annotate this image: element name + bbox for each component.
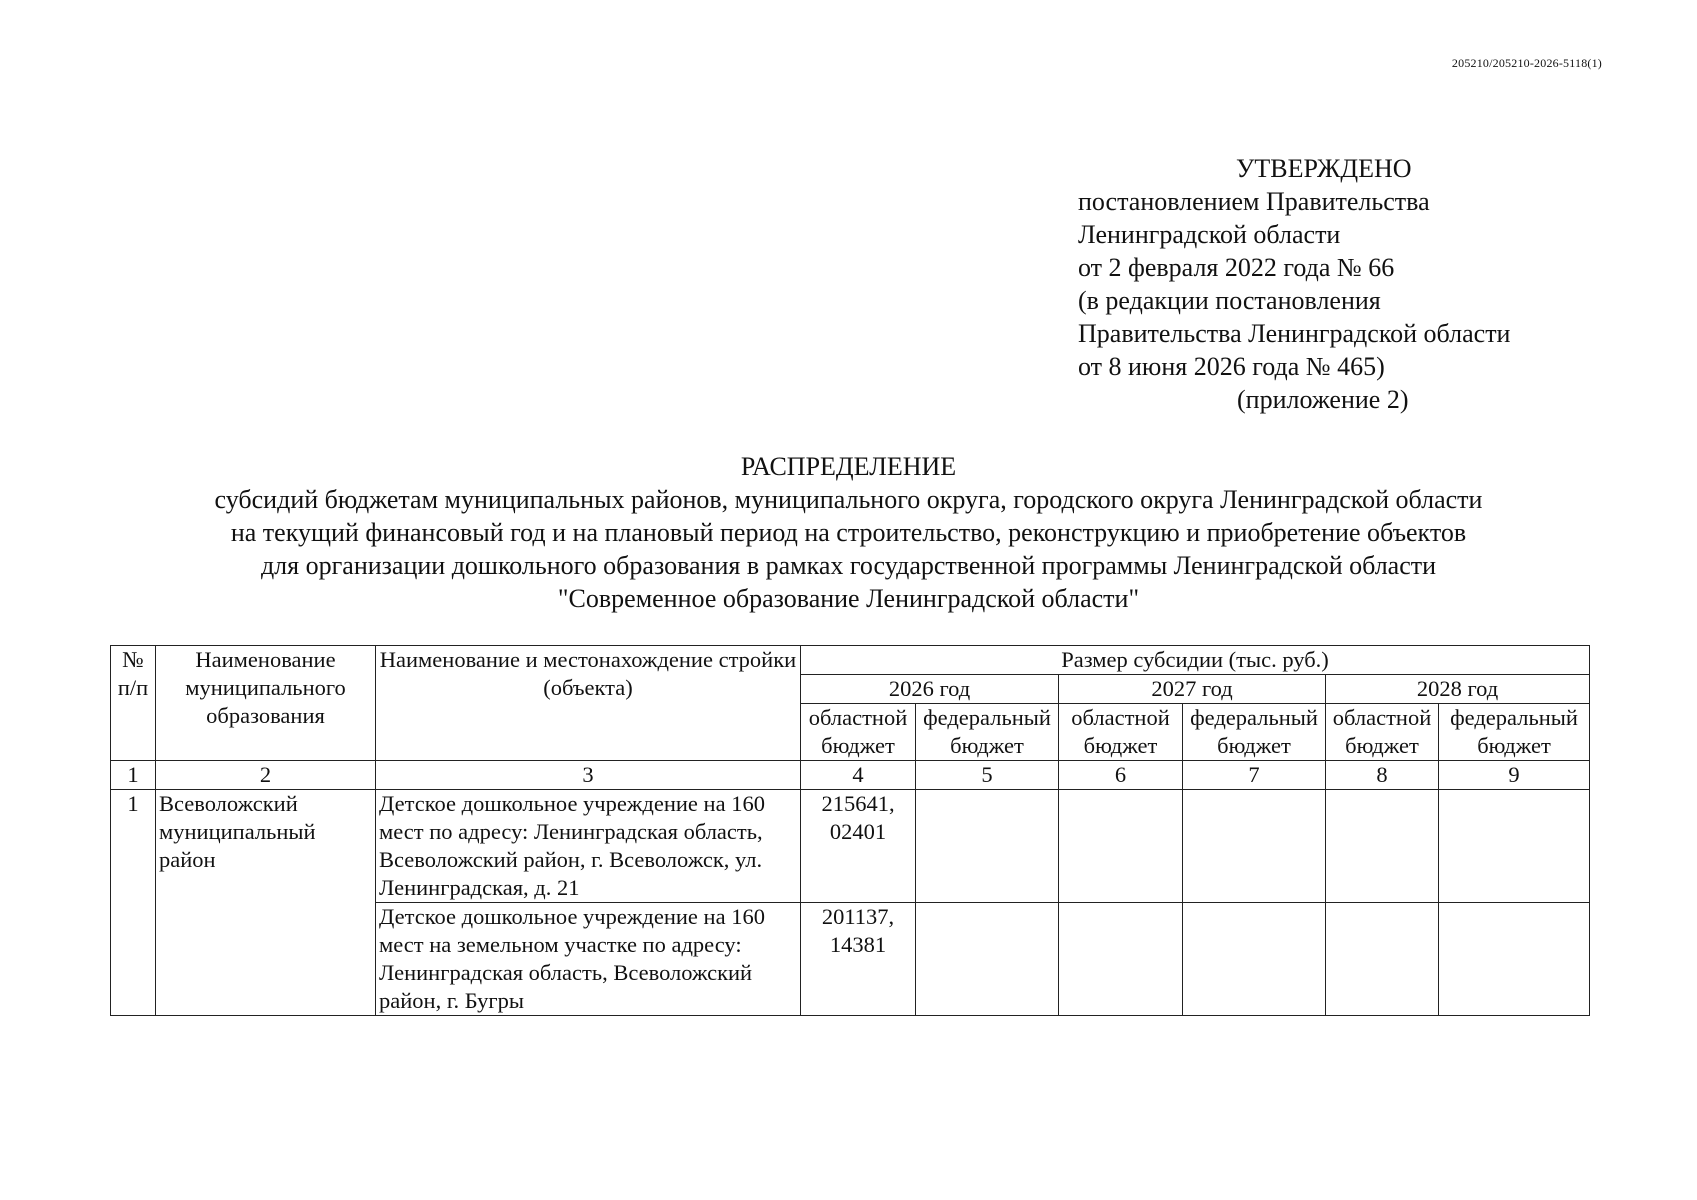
header-regional: областной бюджет bbox=[1326, 704, 1439, 761]
header-year: 2027 год bbox=[1059, 675, 1326, 704]
document-title bbox=[0, 450, 1697, 615]
approval-block bbox=[1078, 152, 1510, 416]
row-value bbox=[1059, 790, 1183, 903]
row-value bbox=[1326, 903, 1439, 1016]
row-value bbox=[1059, 903, 1183, 1016]
header-year: 2028 год bbox=[1326, 675, 1590, 704]
column-number: 6 bbox=[1059, 761, 1183, 790]
title-line: субсидий бюджетам муниципальных районов, муниципального округа, городского округа Ленинградской области bbox=[214, 485, 1483, 514]
title-main: РАСПРЕДЕЛЕНИЕ bbox=[740, 452, 957, 481]
column-number: 9 bbox=[1439, 761, 1590, 790]
row-municipality: Всеволожский муниципальный район bbox=[156, 790, 376, 1016]
header-regional: областной бюджет bbox=[1059, 704, 1183, 761]
column-number: 2 bbox=[156, 761, 376, 790]
row-value bbox=[1326, 790, 1439, 903]
approval-heading: УТВЕРЖДЕНО bbox=[1236, 154, 1412, 183]
header-num: № п/п bbox=[111, 646, 156, 761]
header-year: 2026 год bbox=[801, 675, 1059, 704]
approval-line: (в редакции постановления bbox=[1078, 286, 1381, 315]
row-value bbox=[1183, 790, 1326, 903]
title-line: для организации дошкольного образования в рамках государственной программы Ленинградской области bbox=[260, 551, 1437, 580]
header-regional: областной бюджет bbox=[801, 704, 916, 761]
table-row bbox=[111, 790, 1590, 903]
approval-line: Ленинградской области bbox=[1078, 220, 1341, 249]
row-value bbox=[1183, 903, 1326, 1016]
header-federal: федеральный бюджет bbox=[1439, 704, 1590, 761]
row-num: 1 bbox=[111, 790, 156, 1016]
row-value bbox=[1439, 903, 1590, 1016]
approval-line: постановлением Правительства bbox=[1078, 187, 1430, 216]
row-object: Детское дошкольное учреждение на 160 мест на земельном участке по адресу: Ленинградская область, Всеволожский район, г. Бугры bbox=[376, 903, 801, 1016]
approval-line: от 8 июня 2026 года № 465) bbox=[1078, 352, 1385, 381]
title-line: "Современное образование Ленинградской области" bbox=[557, 584, 1140, 613]
column-number: 1 bbox=[111, 761, 156, 790]
row-value bbox=[1439, 790, 1590, 903]
header-subsidy: Размер субсидии (тыс. руб.) bbox=[801, 646, 1590, 675]
header-federal: федеральный бюджет bbox=[916, 704, 1059, 761]
approval-appendix: (приложение 2) bbox=[1237, 385, 1409, 414]
column-numbers-row bbox=[111, 761, 1590, 790]
title-line: на текущий финансовый год и на плановый период на строительство, реконструкцию и приобретение объектов bbox=[230, 518, 1467, 547]
header-object: Наименование и местонахождение стройки (объекта) bbox=[376, 646, 801, 761]
approval-line: от 2 февраля 2022 года № 66 bbox=[1078, 253, 1395, 282]
row-object: Детское дошкольное учреждение на 160 мест по адресу: Ленинградская область, Всеволожский район, г. Всеволожск, ул. Ленинградская, д. 21 bbox=[376, 790, 801, 903]
subsidy-table bbox=[110, 645, 1590, 1016]
column-number: 3 bbox=[376, 761, 801, 790]
row-value bbox=[916, 903, 1059, 1016]
row-value bbox=[916, 790, 1059, 903]
column-number: 8 bbox=[1326, 761, 1439, 790]
row-value: 201137, 14381 bbox=[801, 903, 916, 1016]
column-number: 5 bbox=[916, 761, 1059, 790]
header-municipality: Наименование муниципального образования bbox=[156, 646, 376, 761]
header-row bbox=[111, 646, 1590, 675]
column-number: 4 bbox=[801, 761, 916, 790]
document-id: 205210/205210-2026-5118(1) bbox=[1451, 56, 1602, 70]
header-federal: федеральный бюджет bbox=[1183, 704, 1326, 761]
approval-line: Правительства Ленинградской области bbox=[1078, 319, 1511, 348]
column-number: 7 bbox=[1183, 761, 1326, 790]
row-value: 215641, 02401 bbox=[801, 790, 916, 903]
